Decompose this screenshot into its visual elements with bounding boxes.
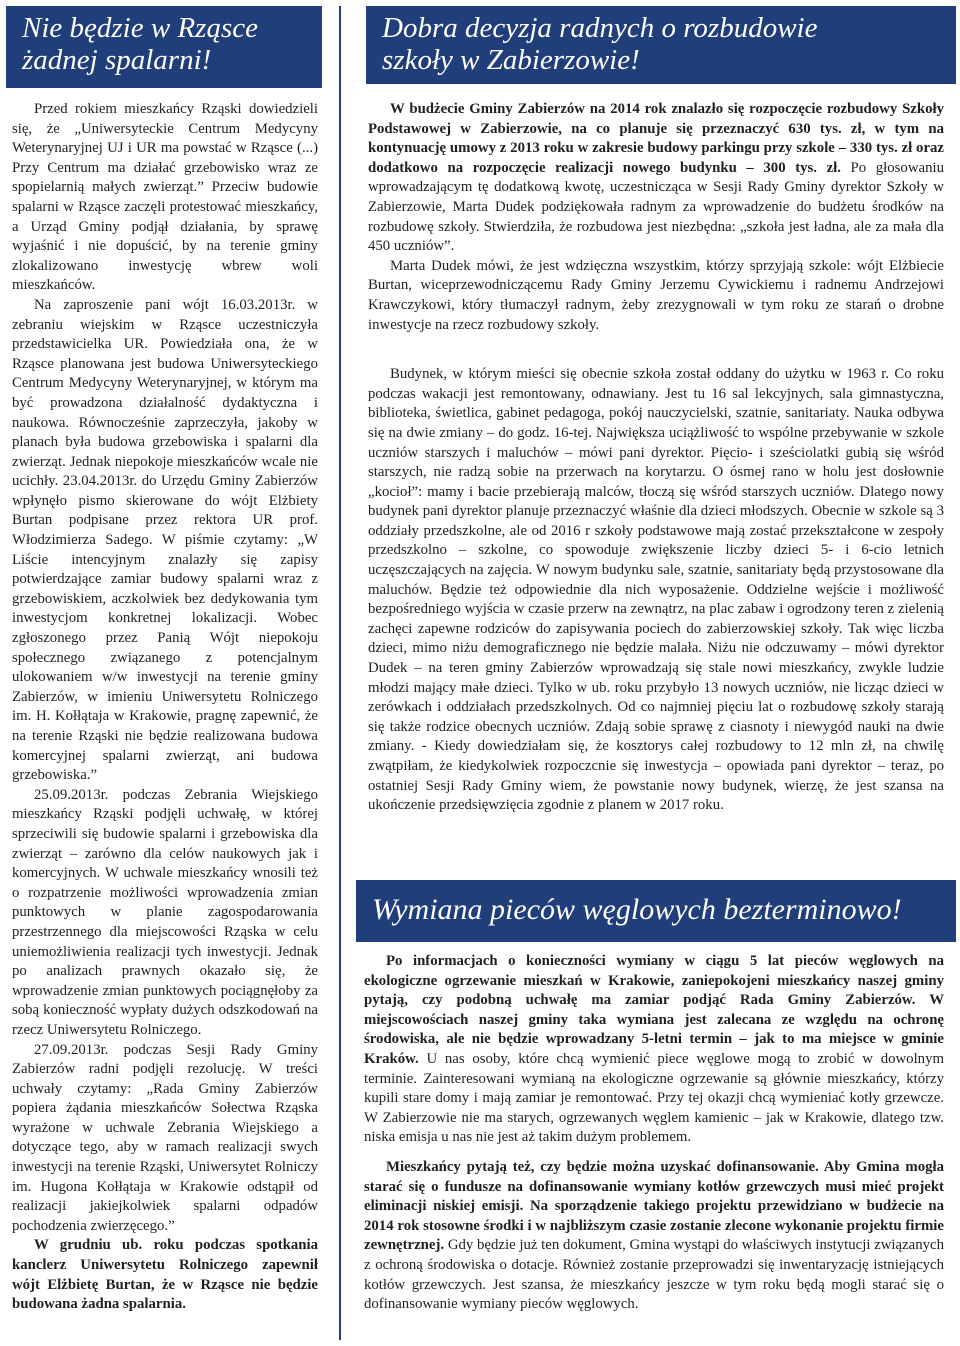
- article-stoves: [356, 880, 952, 1315]
- headline-banner: [356, 880, 956, 942]
- headline-line: szkoły w Zabierzowie!: [382, 44, 640, 76]
- closing-paragraph: W grudniu ub. roku podczas spotkania kanclerz Uniwersytetu Rolniczego zapewnił wójt Elżbietę Burtan, że w Rząsce nie będzie budowana żadna spalarnia.: [12, 1237, 318, 1313]
- paragraph: 27.09.2013r. podczas Sesji Rady Gminy Zabierzów radni podjęli rezolucję. W treści uchwały czytamy: „Rada Gminy Zabierzów popiera żądania mieszkańców Sołectwa Rząska wyrażone w uchwale Zebrania Wiejskiego a dotyczące tego, aby w ramach realizacji swych inwestycji na terenie Rząski, Uniwersytet Rolniczy im. Hugona Kołłątaja w Krakowie odstąpił od realizacji jakiejkolwiek spalarni odpadów pochodzenia zwierzęcego.”: [12, 1041, 318, 1234]
- paragraph: [364, 952, 944, 1148]
- headline-line: Dobra decyzja radnych o rozbudowie: [382, 12, 818, 44]
- paragraph: Budynek, w którym mieści się obecnie szkoła został oddany do użytku w 1963 r. Co roku podczas wakacji jest remontowany, odnawiany. Jest tu 16 sal lekcyjnych, sala gimnastyczna, biblioteka, świetlica, gabinet pedagoga, pokój nauczycielski, szatnie, sanitariaty. Nauka odbywa się na dwie zmiany – do godz. 16-tej. Największa uciążliwość to wspólne przebywanie w szkole uczniów starszych i maluchów – mówi pani dyrektor. Pięcio- i sześciolatki gubią się wśród starszych, nie radzą sobie na przerwach na korytarzu. O ósmej rano w holu jest dosłownie „kocioł”: mamy i bacie przebierają malców, tłoczą się wśród starszych uczniów. Dlatego nowy budynek pani dyrektor planuje przeznaczyć właśnie dla dzieci młodszych. Obecnie w szkole są 3 oddziały przedszkolne, ale od 2016 r szkoły podstawowe mają zostać przekształcone w zespoły przedszkolno – szkolne, co spowoduje zwiększenie liczby dzieci 5- i 6-cio letnich uczęszczających na zajęcia. W nowym budynku sale, szatnie, sanitariaty będą przystosowane dla maluchów. Będzie też odpowiednie dla nich wyposażenie. Oddzielne wejście i możliwość bezpośredniego wyjścia w czasie przerw na zewnątrz, na plac zabaw i ogrodzony teren z zielenią zachęci zapewne rodziców do zapisywania pociech do zabierzowskiej szkoły. Tak więc liczba dzieci, mimo niżu demograficznego nie będzie malała. Niżu nie odczuwamy – mówi dyrektor Dudek – na teren gminy Zabierzów wprowadzają się stale nowi mieszkańcy, zwykle ludzie młodzi mający małe dzieci. Tylko w ub. roku przybyło 13 nowych uczniów, nie licząc dzieci w zerówkach i oddziałach przedszkolnych. Od co najmniej pięciu lat o rozbudowę szkoły starają się także rodzice obecnych uczniów. Zdają sobie sprawę z ciasnoty i niewygód nauki na dwie zmiany. - Kiedy dowiedziałam się, że kosztorys całej rozbudowy to 12 mln zł, na chwilę zwątpiłam, że kiedykolwiek rozpoczcnie się inwestycja – opowiada pani dyrektor – teraz, po ostatniej Sesji Rady Gminy wiem, że powstanie nowy budynek, wierzę, że jest szansa na ukończenie przedsięwzięcia zgodnie z planem w 2017 roku.: [368, 366, 944, 814]
- article-body-continued: [368, 365, 944, 816]
- paragraph-bold: Po informacjach o konieczności wymiany w ciągu 5 lat pieców węglowych na ekologiczne ogrzewanie mieszkań w Krakowie, zaniepokojeni mieszkańcy naszej gminy pytają, czy podobną uchwałę ma zamiar podjąć Rada Gminy Zabierzów. W miejscowościach naszej gminy taka wymiana jest zalecana ze względu na ochronę środowiska, ale nie będzie wprowadzany 5-letni termin – jak to ma miejsce w gminie Kraków.: [364, 953, 944, 1067]
- paragraph-rest: Gdy będzie już ten dokument, Gmina wystąpi do właściwych instytucji związanych z ochroną środowiska o dotacje. Również zostanie przeprowadzi się inwentaryzację istniejących kotłów grzewczych. Jest szansa, że mieszkańcy jeszcze w tym roku będą mogli starać się o dofinansowanie wymiany pieców węglowych.: [364, 1237, 944, 1313]
- paragraph-rest: U nas osoby, które chcą wymienić piece węglowe mogą to zrobić w dowolnym terminie. Zainteresowani wymianą na ekologiczne ogrzewanie są głównie mieszkańcy, którzy kupili stare domy i mają zamiar je remontować. Przy tej okazji chcą wymieniać kotły grzewcze. W Zabierzowie nie ma starych, ogrzewanych węglem kamienic – jak w Krakowie, dlatego tzw. niska emisja u nas nie jest aż takim dużym problemem.: [364, 1050, 944, 1146]
- lead-paragraph: [368, 100, 944, 257]
- article-body: [368, 100, 944, 335]
- paragraph: Na zaproszenie pani wójt 16.03.2013r. w zebraniu wiejskim w Rząsce uczestniczyła przedstawicielka UR. Powiedziała ona, że w Rząsce planowana jest budowa Uniwersyteckiego Centrum Medycyny Weterynaryjnej, w którym ma być prowadzona działalność dydaktyczna i naukowa. Równocześnie zaprzeczyła, jakoby w planach była budowa grzebowiska i spalarni dla zwierząt. Jednak niepokoje mieszkańców wcale nie ucichły. 23.04.2013r. do Urzędu Gminy Zabierzów wpłynęło pismo skierowane do wójt Elżbiety Burtan podpisane przez rektora UR prof. Włodzimierza Sadego. W piśmie czytamy: „W Liście intencyjnym znalazły się zapisy potwierdzające zamiar budowy spalarni wraz z grzebowiskiem, aczkolwiek bez dedykowania tym inwestycjom konkretnej lokalizacji. Wobec zgłoszonego przez Panią Wójt niepokoju społecznego związanego z potencjalnym ulokowaniem w/w inwestycji na terenie gminy Zabierzów, w imieniu Uniwersytetu Rolniczego im. H. Kołłątaja w Krakowie, pragnę zapewnić, że na terenie Rząski nie będzie realizowana budowa komercyjnej spalarni zwierząt, ani budowa grzebowiska.”: [12, 296, 318, 784]
- lead-bold: W budżecie Gminy Zabierzów na 2014 rok znalazło się rozpoczęcie rozbudowy Szkoły Podstawowej w Zabierzowie, na co planuje się przeznaczyć 630 tys. zł, w tym na kontynuację umowy z 2013 roku w zakresie budowy parkingu przy szkole – 330 tys. zł oraz dodatkowo na rozpoczęcie realizacji nowego budynku – 300 tys. zł.: [368, 101, 944, 176]
- lead-rest: Po głosowaniu wprowadzającym tę dodatkową kwotę, uczestnicząca w Sesji Rady Gminy dyrektor Szkoły w Zabierzowie, Marta Dudek podziękowała radnym za wprowadzenie do budżetu środków na rozbudowę szkoły. Stwierdziła, że rozbudowa jest niezbędna: „szkoła jest ładna, ale za mała dla 450 uczniów”.: [368, 159, 944, 255]
- column-divider: [339, 6, 341, 1340]
- headline-banner: [6, 6, 322, 88]
- paragraph: 25.09.2013r. podczas Zebrania Wiejskiego mieszkańcy Rząski podjęli uchwałę, w której sprzeciwili się budowie spalarni i grzebowiska dla zwierząt – zarówno dla celów naukowych jak i komercyjnych. W uchwale mieszkańcy wnosili też o rozpatrzenie możliwości wprowadzenia zmian punktowych w planie zagospodarowania przestrzennego dla miejscowości Rząska w celu uniemożliwienia realizacji tych inwestycji. Jednak po analizach prawnych okazało się, że wprowadzenie zmian punktowych pociągnęłoby za sobą konieczność wypłaty dużych odszkodowań na rzecz Uniwersytetu Rolniczego.: [12, 786, 318, 1038]
- article-school: [356, 6, 952, 816]
- headline-line: Wymiana pieców węglowych bezterminowo!: [372, 893, 902, 926]
- article-body: [364, 952, 944, 1315]
- paragraph: Marta Dudek mówi, że jest wdzięczna wszystkim, którzy sprzyjają szkole: wójt Elżbiecie Burtan, wiceprzewodniczącemu Rady Gminy Jerzemu Cywickiemu i radnemu Andrzejowi Krawczykowi, który tłumaczył radnym, żeby zrezygnowali w tym roku ze starań o drobne inwestycje na rzecz rozbudowy szkoły.: [368, 257, 944, 333]
- headline-line: żadnej spalarni!: [22, 44, 212, 76]
- paragraph-bold: Mieszkańcy pytają też, czy będzie można uzyskać dofinansowanie. Aby Gmina mogła starać się o fundusze na dofinansowanie wymiany kotłów grzewczych musi mieć projekt eliminacji niskiej emisji. Na sporządzenie takiego projektu przewidziano w budżecie na 2014 rok stosowne środki i w najbliższym czasie zostanie zlecone wykonanie projektu firmie zewnętrznej.: [364, 1158, 944, 1254]
- paragraph: Przed rokiem mieszkańcy Rząski dowiedzieli się, że „Uniwersyteckie Centrum Medycyny Weterynaryjnej UJ i UR ma powstać w Rząsce (...) Przy Centrum ma działać grzebowisko wraz ze spopielarnią małych zwierząt.” Przeciw budowie spalarni w Rząsce zaczęli protestować mieszkańcy, a Urząd Gminy podjął działania, by sprawę wyjaśnić i nie dopuścić, by na terenie gminy zlokalizowano inwestycję wbrew woli mieszkańców.: [12, 101, 318, 294]
- headline-banner: [366, 6, 956, 84]
- article-rzaska: [6, 6, 322, 1315]
- article-body: [12, 100, 318, 1315]
- headline-line: Nie będzie w Rząsce: [22, 12, 258, 44]
- paragraph: [364, 1158, 944, 1315]
